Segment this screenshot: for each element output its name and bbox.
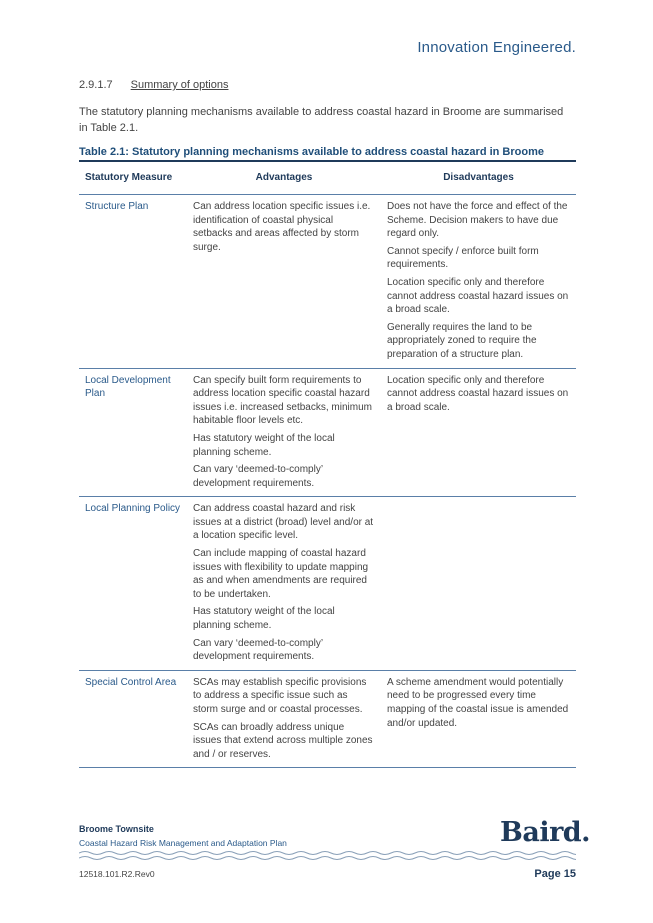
advantages-cell xyxy=(187,368,381,497)
section-number: 2.9.1.7 xyxy=(79,79,113,91)
disadvantage-item: Cannot specify / enforce built form requirements. xyxy=(387,245,539,271)
section-title: Summary of options xyxy=(130,79,229,91)
header-disadvantages: Disadvantages xyxy=(381,161,576,195)
footer-document-title: Coastal Hazard Risk Management and Adaptation Plan xyxy=(79,838,287,848)
advantages-cell xyxy=(187,195,381,369)
advantage-item: Can vary ‘deemed-to-comply’ development requirements. xyxy=(193,637,323,663)
document-number: 12518.101.R2.Rev0 xyxy=(79,869,155,879)
planning-mechanisms-table xyxy=(79,160,576,768)
disadvantages-cell xyxy=(381,670,576,768)
advantages-cell xyxy=(187,497,381,671)
table-row xyxy=(79,670,576,768)
section-heading xyxy=(79,79,228,91)
footer-project-title: Broome Townsite xyxy=(79,824,154,834)
wave-divider-icon xyxy=(79,850,576,862)
disadvantage-item: Does not have the force and effect of the Scheme. Decision makers to have due regard only. xyxy=(387,201,568,240)
table-caption: Table 2.1: Statutory planning mechanisms available to address coastal hazard in Broome xyxy=(79,146,544,158)
header-statutory-measure: Statutory Measure xyxy=(79,161,187,195)
disadvantages-cell xyxy=(381,497,576,671)
page-number: Page 15 xyxy=(534,868,576,880)
measure-cell: Local Development Plan xyxy=(79,368,187,497)
advantage-item: Can specify built form requirements to address location specific coastal hazard issues i.e. increased setbacks, minimum habitable floor levels etc. xyxy=(193,374,372,427)
disadvantages-cell xyxy=(381,195,576,369)
table-row xyxy=(79,195,576,369)
measure-cell: Special Control Area xyxy=(79,670,187,768)
advantages-cell xyxy=(187,670,381,768)
advantage-item: SCAs can broadly address unique issues that extend across multiple zones and / or reserves. xyxy=(193,721,373,760)
advantage-item: Can vary ‘deemed-to-comply’ development requirements. xyxy=(193,464,323,489)
table-row xyxy=(79,368,576,497)
intro-paragraph: The statutory planning mechanisms available to address coastal hazard in Broome are summarised in Table 2.1. xyxy=(79,106,564,134)
disadvantage-item: Location specific only and therefore cannot address coastal hazard issues on a broad scale. xyxy=(387,276,569,316)
advantage-item: Can address location specific issues i.e. identification of coastal physical setbacks and areas affected by storm surge. xyxy=(193,201,371,253)
advantage-item: Has statutory weight of the local planning scheme. xyxy=(193,432,335,458)
disadvantage-item: Generally requires the land to be appropriately zoned to require the preparation of a structure plan. xyxy=(387,321,537,360)
advantage-item: SCAs may establish specific provisions to address a specific issue such as storm surge and or coastal processes. xyxy=(193,676,367,715)
advantage-item: Can address coastal hazard and risk issues at a district (broad) level and/or at a location specific level. xyxy=(193,503,374,542)
advantage-item: Can include mapping of coastal hazard issues with flexibility to update mapping as and when amendments are required to be undertaken. xyxy=(193,548,369,600)
measure-cell: Local Planning Policy xyxy=(79,497,187,671)
header-tagline: Innovation Engineered. xyxy=(417,39,576,56)
advantage-item: Has statutory weight of the local planning scheme. xyxy=(193,606,335,632)
disadvantage-item: A scheme amendment would potentially need to be progressed every time mapping of the coastal issue is amended and/or updated. xyxy=(387,676,569,729)
table-row xyxy=(79,497,576,671)
measure-cell: Structure Plan xyxy=(79,195,187,369)
table-header-row xyxy=(79,161,576,195)
disadvantage-item: Location specific only and therefore cannot address coastal hazard issues on a broad scale. xyxy=(387,374,569,413)
header-advantages: Advantages xyxy=(187,161,381,195)
baird-logo: Baird. xyxy=(500,817,591,848)
disadvantages-cell xyxy=(381,368,576,497)
